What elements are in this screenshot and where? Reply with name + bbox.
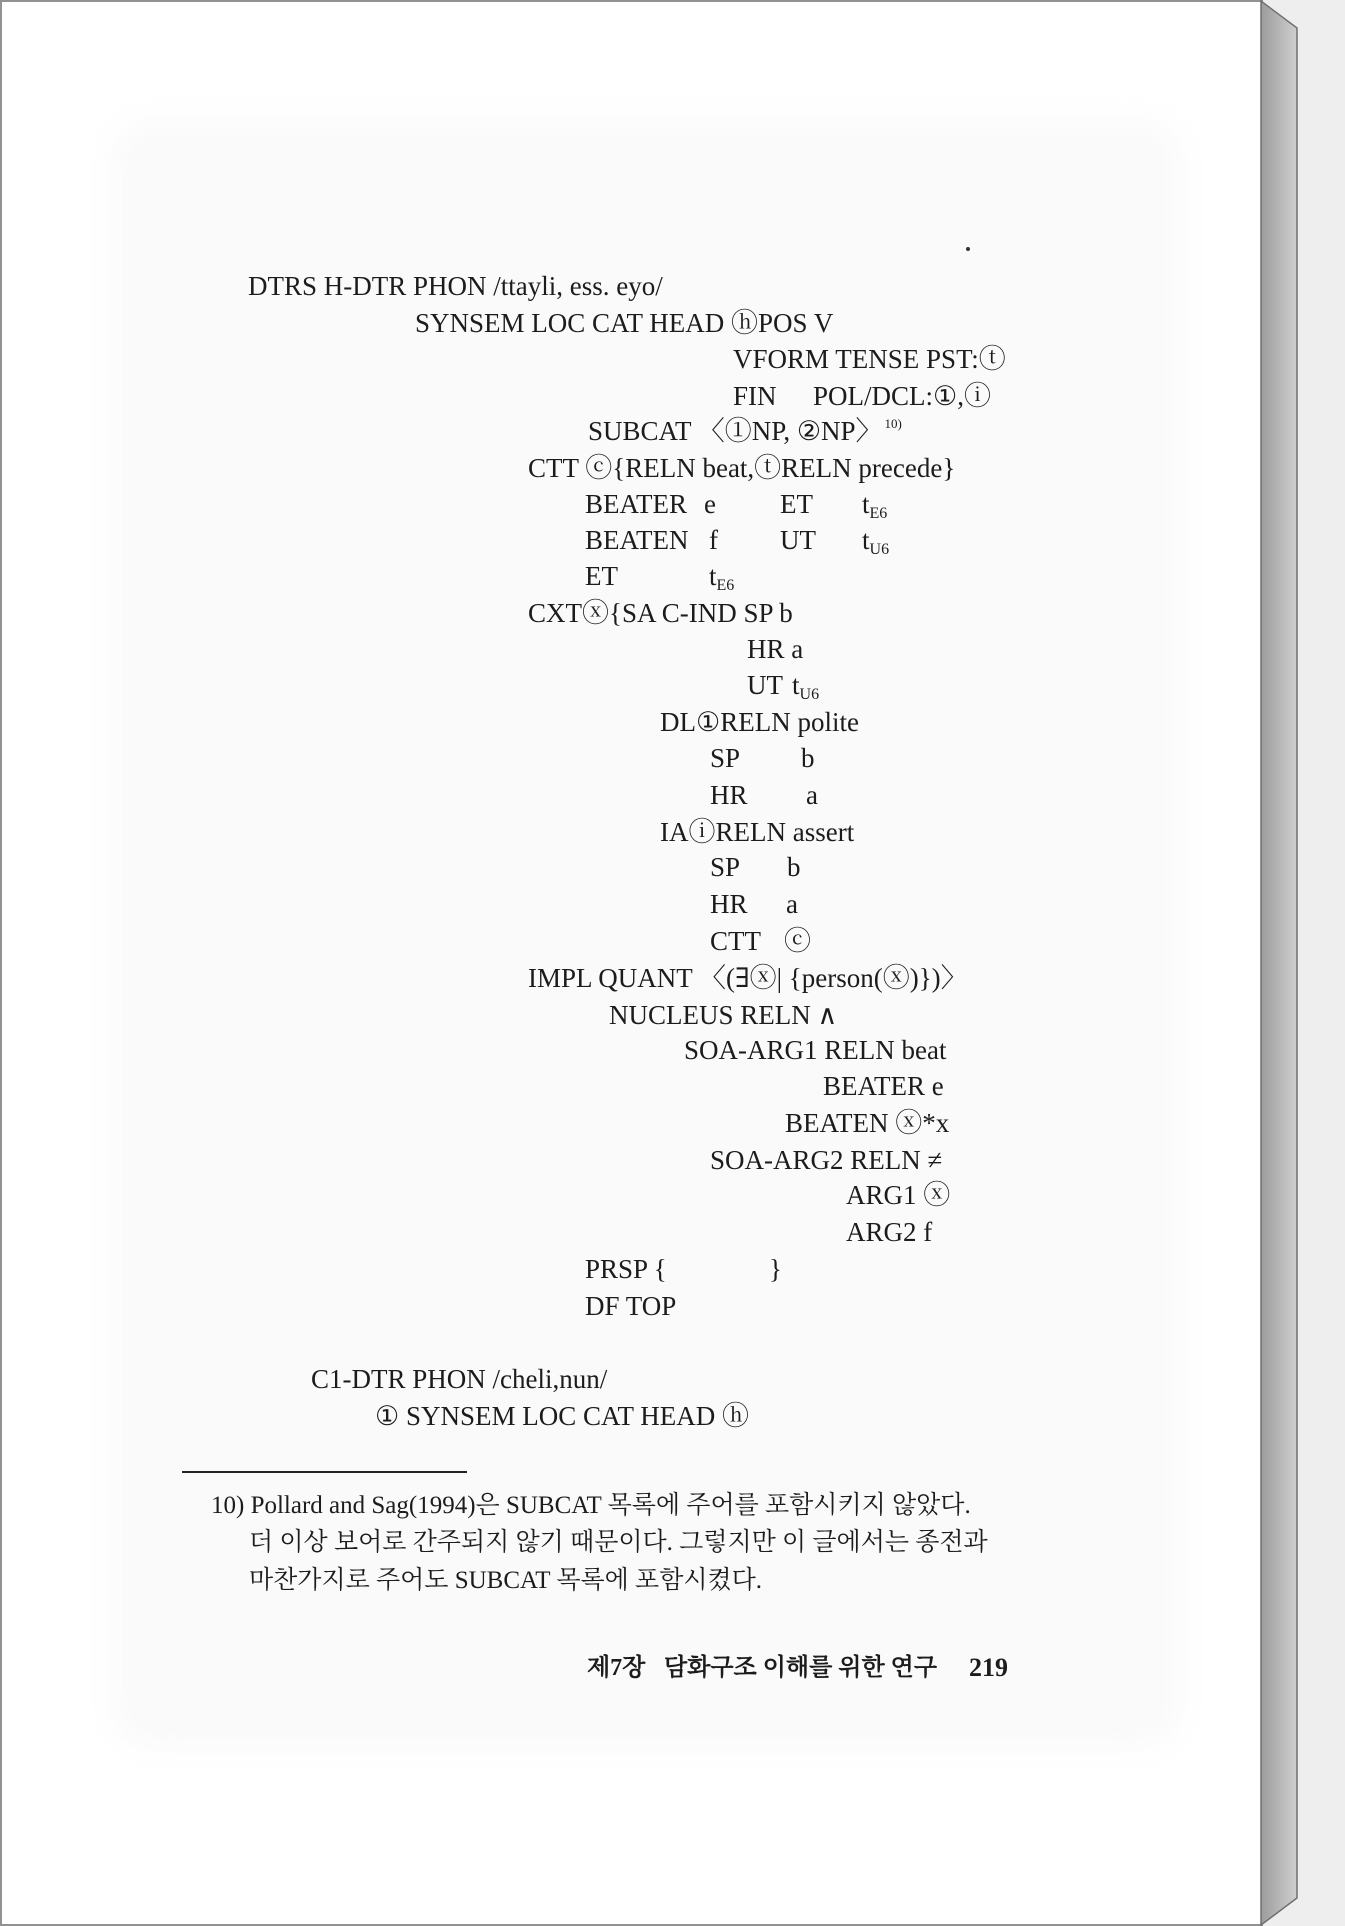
avm-nucleus-reln: NUCLEUS RELN ∧ — [609, 1000, 838, 1030]
avm-dtrs-head-daughter-phon: DTRS H-DTR PHON /ttayli, ess. eyo/ — [248, 271, 663, 301]
avm-beaten-value: f — [709, 525, 718, 555]
avm-hr-line: HR a — [747, 634, 804, 664]
avm-ut-time — [862, 526, 889, 559]
avm-et-time — [862, 490, 887, 523]
time-variable-base: t — [709, 561, 717, 591]
avm-hr-value: a — [806, 780, 818, 810]
avm-sp-value: b — [801, 743, 815, 773]
page-number: 219 — [969, 1653, 1008, 1682]
footnote-line: 10) Pollard and Sag(1994)은 SUBCAT 목록에 주어를 포함시키지 않았다. — [211, 1492, 971, 1519]
avm-ia-relation: IAⓘRELN assert — [660, 817, 855, 847]
footnote-line: 더 이상 보어로 간주되지 않기 때문이다. 그렇지만 이 글에서는 종전과 — [249, 1529, 988, 1556]
avm-arg2-line: ARG2 f — [846, 1217, 933, 1247]
avm-ctt-label: CTT — [710, 926, 761, 956]
avm-beaten-label: BEATEN — [585, 525, 689, 555]
avm-beaten-line: BEATEN ⓧ*x — [785, 1108, 950, 1138]
avm-prsp-close: } — [769, 1254, 782, 1284]
avm-cxt-speech-act: CXTⓧ{SA C-IND SP b — [528, 598, 793, 628]
avm-synsem-head-pos: SYNSEM LOC CAT HEAD ⓗPOS V — [415, 308, 834, 338]
avm-ctt-value: ⓒ — [784, 926, 811, 956]
footer-title: 담화구조 이해를 위한 연구 — [664, 1655, 938, 1681]
avm-ut-time — [792, 671, 819, 704]
time-variable-index: E6 — [869, 505, 888, 522]
footer-chapter: 제7장 — [587, 1655, 646, 1681]
avm-hr-label: HR — [710, 780, 748, 810]
avm-subcat-text: SUBCAT 〈①NP, ②NP〉 — [588, 416, 883, 446]
footnote-reference-marker: 10) — [884, 416, 902, 431]
avm-beater-label: BEATER — [585, 489, 688, 519]
time-variable-base: t — [862, 525, 870, 555]
avm-subcat-list — [588, 417, 902, 450]
avm-ctt-relations: CTT ⓒ{RELN beat,ⓣRELN precede} — [528, 453, 956, 483]
footnote-rule — [182, 1471, 467, 1473]
avm-hr-label: HR — [710, 889, 748, 919]
avm-beater-line: BEATER e — [823, 1071, 944, 1101]
avm-fin-label: FIN — [733, 381, 777, 411]
avm-prsp-open: PRSP { — [585, 1254, 667, 1284]
avm-hr-value: a — [786, 889, 798, 919]
avm-et-time — [709, 562, 734, 595]
avm-beater-value: e — [704, 489, 716, 519]
time-variable-base: t — [862, 489, 870, 519]
avm-vform-tense: VFORM TENSE PST:ⓣ — [733, 344, 1006, 374]
avm-et-label: ET — [585, 561, 618, 591]
avm-sp-value: b — [787, 852, 801, 882]
book-edge — [1261, 1, 1297, 1925]
avm-dl-relation: DL①RELN polite — [660, 707, 859, 737]
time-variable-index: E6 — [716, 577, 735, 594]
avm-soa-arg1-reln: SOA-ARG1 RELN beat — [684, 1035, 947, 1065]
time-variable-index: U6 — [869, 541, 890, 558]
avm-ut-label: UT — [780, 525, 816, 555]
avm-impl-quant: IMPL QUANT 〈(∃ⓧ| {person(ⓧ)})〉 — [528, 963, 968, 993]
avm-sp-label: SP — [710, 852, 741, 882]
avm-et-label: ET — [780, 489, 813, 519]
avm-c1-dtr-phon: C1-DTR PHON /cheli,nun/ — [311, 1364, 608, 1394]
footnote-line: 마찬가지로 주어도 SUBCAT 목록에 포함시켰다. — [249, 1567, 763, 1594]
avm-ut-label: UT — [747, 670, 783, 700]
time-variable-base: t — [792, 670, 800, 700]
time-variable-index: U6 — [799, 686, 820, 703]
avm-soa-arg2-reln: SOA-ARG2 RELN ≠ — [710, 1145, 943, 1175]
avm-sp-label: SP — [710, 743, 741, 773]
avm-df-top: DF TOP — [585, 1291, 677, 1321]
avm-arg1-line: ARG1 ⓧ — [846, 1180, 951, 1210]
avm-pol-dcl-value: POL/DCL:①,ⓘ — [813, 381, 991, 411]
avm-c1-synsem-head: ① SYNSEM LOC CAT HEAD ⓗ — [375, 1401, 749, 1431]
scan-speck — [966, 247, 970, 251]
